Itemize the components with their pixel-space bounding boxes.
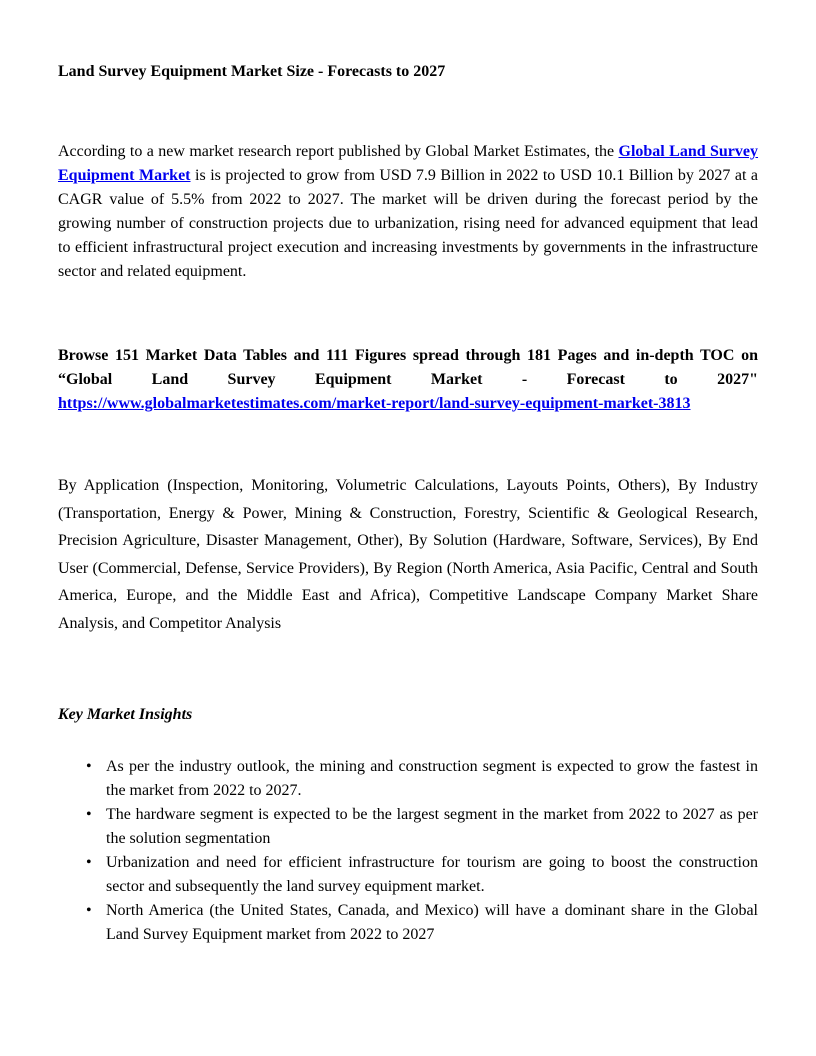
list-item: • Urbanization and need for efficient infrastructure for tourism are going to boost the construction sector and subsequently the land survey equipment market. <box>58 851 758 899</box>
intro-text-after: is is projected to grow from USD 7.9 Billion in 2022 to USD 10.1 Billion by 2027 at a CAGR value of 5.5% from 2022 to 2027. The market will be driven during the forecast period by the growing number of construction projects due to urbanization, rising need for advanced equipment that lead to efficient infrastructural project execution and increasing investments by governments in the infrastructure sector and related equipment. <box>58 167 758 280</box>
list-item: • North America (the United States, Canada, and Mexico) will have a dominant share in the Global Land Survey Equipment market from 2022 to 2027 <box>58 899 758 947</box>
key-market-insights-heading: Key Market Insights <box>58 706 193 723</box>
report-url-link[interactable]: https://www.globalmarketestimates.com/market-report/land-survey-equipment-market-3813 <box>58 395 691 412</box>
list-item: • The hardware segment is expected to be the largest segment in the market from 2022 to 2027 as per the solution segmentation <box>58 803 758 851</box>
browse-paragraph <box>58 344 758 416</box>
insights-list <box>58 755 758 947</box>
document-title: Land Survey Equipment Market Size - Forecasts to 2027 <box>58 63 446 80</box>
list-item: • As per the industry outlook, the mining and construction segment is expected to grow the fastest in the market from 2022 to 2027. <box>58 755 758 803</box>
browse-text: Browse 151 Market Data Tables and 111 Figures spread through 181 Pages and in-depth TOC on “Global Land Survey Equipment Market - Forecast to 2027" <box>58 347 758 388</box>
segmentation-paragraph: By Application (Inspection, Monitoring, Volumetric Calculations, Layouts Points, Others), By Industry (Transportation, Energy & Power, Mining & Construction, Forestry, Scientific & Geological Research, Precision Agriculture, Disaster Management, Other), By Solution (Hardware, Software, Services), By End User (Commercial, Defense, Service Providers), By Region (North America, Asia Pacific, Central and South America, Europe, and the Middle East and Africa), Competitive Landscape Company Market Share Analysis, and Competitor Analysis <box>58 477 758 632</box>
intro-paragraph <box>58 140 758 284</box>
market-report-link[interactable]: Global Land Survey Equipment Market <box>58 143 759 184</box>
intro-text-before: According to a new market research report published by Global Market Estimates, the <box>58 143 619 160</box>
